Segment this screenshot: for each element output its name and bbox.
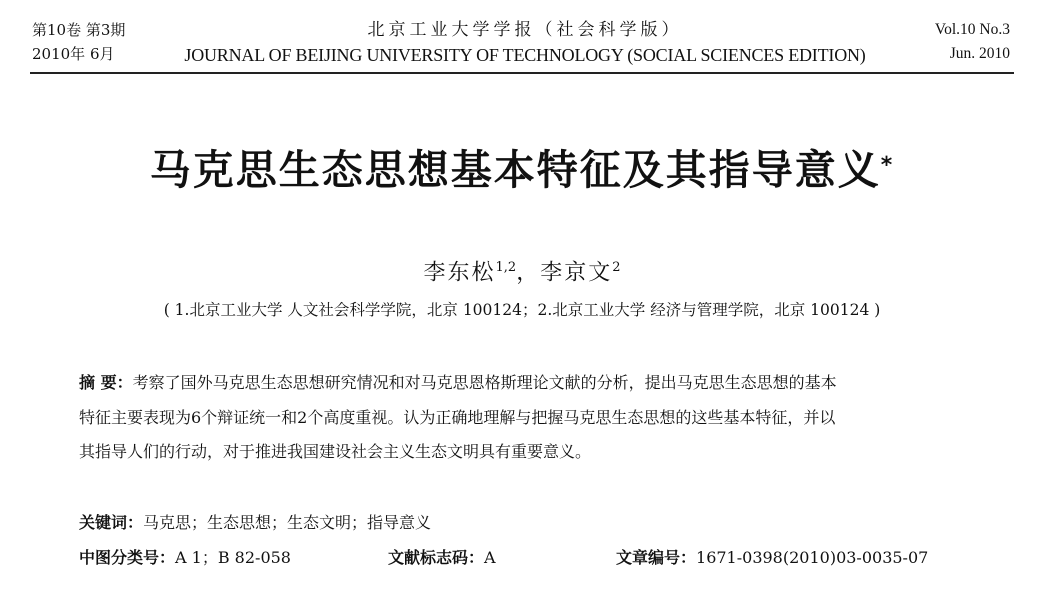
document-code (388, 543, 496, 573)
header-rule (30, 72, 1014, 74)
header-right (935, 18, 1010, 66)
abstract-line-3: 其指导人们的行动，对于推进我国建设社会主义生态文明具有重要意义。 (79, 442, 592, 461)
affiliation-line: ( 1.北京工业大学 人文社会科学学院，北京 100124；2.北京工业大学 经济与管理学院，北京 100124 ) (163, 301, 881, 319)
abstract-line-1 (79, 366, 969, 401)
keywords-label: 关键词： (79, 513, 144, 532)
volume-issue-cn: 第10卷 第3期 (32, 21, 126, 39)
abstract-text-1: 考察了国外马克思生态思想研究情况和对马克思恩格斯理论文献的分析，提出马克思生态思想的基本 (132, 373, 837, 392)
author-1-affiliation-mark: 1,2 (495, 260, 517, 275)
document-code-value: A (484, 548, 496, 567)
author-separator: ， (516, 260, 541, 286)
keywords-line (79, 508, 431, 538)
article-title-text: 马克思生态思想基本特征及其指导意义 (149, 146, 881, 194)
clc-label: 中图分类号： (79, 548, 176, 567)
clc-number (79, 543, 291, 573)
date-cn: 2010年 6月 (32, 45, 115, 63)
article-number-value: 1671-0398(2010)03-0035-07 (696, 548, 929, 567)
author-2: 李京文 (540, 260, 613, 286)
keywords-value: 马克思；生态思想；生态文明；指导意义 (143, 513, 432, 532)
journal-name-cn: 北京工业大学学报（社会科学版） (367, 20, 683, 40)
clc-value: A 1；B 82-058 (175, 548, 291, 567)
author-2-affiliation-mark: 2 (612, 260, 621, 275)
title-footnote-mark: * (880, 153, 895, 178)
article-number-label: 文章编号： (616, 548, 697, 567)
author-1: 李东松 (423, 260, 496, 286)
author-line (0, 252, 1044, 289)
header-left (32, 18, 125, 66)
abstract-line-2: 特征主要表现为6个辩证统一和2个高度重视。认为正确地理解与把握马克思生态思想的这些基本特征，并以 (79, 407, 836, 427)
document-code-label: 文献标志码： (388, 548, 485, 567)
abstract-label: 摘 要： (79, 373, 133, 392)
article-number (616, 543, 928, 573)
header-center (170, 18, 880, 68)
article-title (0, 140, 1044, 200)
journal-name-en: JOURNAL OF BEIJING UNIVERSITY OF TECHNOLOGY (SOCIAL SCIENCES EDITION) (184, 45, 866, 65)
abstract-block (79, 366, 969, 470)
volume-issue-en: Vol.10 No.3 (934, 21, 1010, 38)
date-en: Jun. 2010 (949, 45, 1010, 62)
